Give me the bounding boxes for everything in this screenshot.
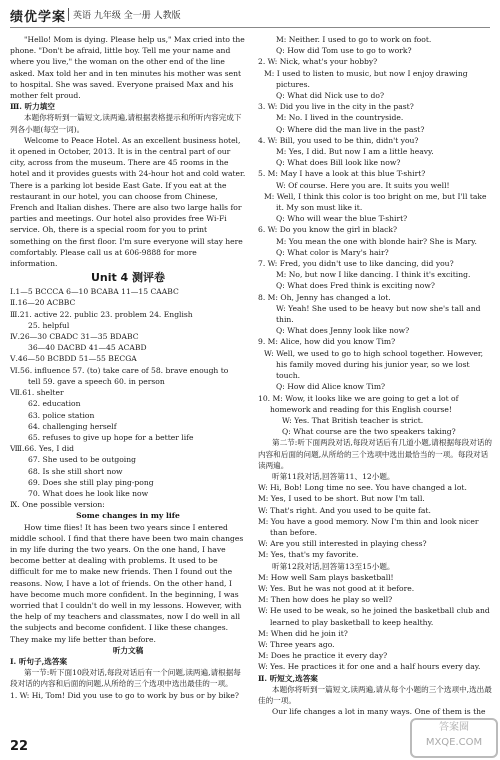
left-paragraph: 67. She used to be outgoing [28, 455, 136, 465]
right-paragraph: 3. W: Did you live in the city in the past? [258, 102, 414, 112]
right-paragraph: Ⅱ. 听短文,选答案 [258, 673, 318, 683]
right-paragraph: W: Three years ago. [258, 639, 335, 649]
header-subtitle: 英语 九年级 全一册 人教版 [68, 8, 181, 21]
left-paragraph: 1. W: Hi, Tom! Did you use to go to work by bus or by bike? [10, 690, 239, 700]
right-paragraph: W: Hi, Bob! Long time no see. You have changed a lot. [258, 483, 467, 493]
right-paragraph: M: Yes, I did. But now I am a little heavy. [276, 147, 434, 157]
right-paragraph: 第二节:听下面两段对话,每段对话后有几道小题,请根据每段对话的内容和后面的问题,从所给的三个选项中选出最恰当的一项。每段对话读两遍。 [258, 438, 493, 470]
right-paragraph: M: Neither. I used to go to work on foot. [276, 35, 432, 44]
right-paragraph: 10. M: Wow, it looks like we are going to get a lot of homework and reading for this English course! [258, 393, 459, 414]
right-paragraph: M: Yes, I used to be short. But now I'm tall. [258, 494, 425, 504]
right-paragraph: W: Yes. He practices it for one and a half hours every day. [258, 662, 481, 672]
right-paragraph: W: Yes. But he was not good at it before. [258, 583, 415, 593]
right-paragraph: M: No. I lived in the countryside. [276, 113, 404, 123]
left-paragraph: Ⅰ.1—5 BCCCA 6—10 BCABA 11—15 CAABC [10, 287, 179, 297]
right-paragraph: M: You mean the one with blonde hair? She is Mary. [276, 236, 477, 246]
right-paragraph: M: When did he join it? [258, 628, 348, 638]
left-paragraph: 69. Does she still play ping-pong [28, 477, 154, 487]
right-paragraph: 2. W: Nick, what's your hobby? [258, 57, 378, 67]
left-paragraph: tell 59. gave a speech 60. in person [28, 376, 165, 386]
right-paragraph: W: Yeah! She used to be heavy but now she's tall and thin. [276, 303, 481, 325]
right-paragraph: M: Well, I think this color is too bright on me, but I'll take it. My son must like it. [264, 191, 487, 213]
left-paragraph: Ⅳ.26—30 CBADC 31—35 BDABC [10, 332, 139, 342]
right-paragraph: Q: What does Fred think is exciting now? [276, 281, 435, 291]
right-paragraph: W: Yes. That British teacher is strict. [282, 415, 424, 425]
right-paragraph: 本题你将听到一篇短文,读两遍,请从每个小题的三个选项中,选出最佳的一项。 [258, 684, 492, 705]
right-paragraph: 4. W: Bill, you used to be thin, didn't you? [258, 135, 419, 145]
right-paragraph: 7. W: Fred, you didn't use to like dancing, did you? [258, 259, 454, 269]
right-paragraph: 6. W: Do you know the girl in black? [258, 225, 398, 235]
right-paragraph: 听第11段对话,回答第11、12小题。 [272, 471, 395, 481]
header-divider [10, 27, 490, 28]
left-paragraph: 第一节:听下面10段对话,每段对话后有一个问题,读两遍,请根据每段对话的内容和后面的问题,从所给的三个选项中选出最佳的一项。 [10, 668, 241, 689]
left-paragraph: Welcome to Peace Hotel. As an excellent business hotel, it opened in October, 2013. It is in the central part of our city, across from the museum. There are 45 rooms in the hotel and it provides guests with 24-hour hot and cold water. There is a parking lot beside East Gate. If you eat at the restaurant in our hotel, you can choose from Chinese, French and Italian dishes. There are also two large halls for parties and meetings. Our hotel also provides free Wi-Fi service. Oh, there is a special room for you to print something on the first floor. I'm sure everyone will stay here comfortably. Please call us at 606-9888 for more information. [10, 135, 246, 269]
left-paragraph: Ⅲ. 听力填空 [10, 102, 55, 112]
right-paragraph: M: No, but now I like dancing. I think it's exciting. [276, 270, 471, 280]
right-paragraph: Q: Who will wear the blue T-shirt? [276, 214, 408, 224]
watermark-logo [410, 718, 498, 758]
left-paragraph: 听力文稿 [112, 645, 144, 655]
right-paragraph: W: That's right. And you used to be quite fat. [258, 505, 431, 515]
left-paragraph: 68. Is she still short now [28, 466, 123, 476]
right-paragraph: M: Yes, that's my favorite. [258, 550, 359, 560]
page-number: 22 [10, 739, 29, 754]
left-paragraph: Some changes in my life [76, 511, 180, 521]
right-paragraph: Our life changes a lot in many ways. One of them is the [272, 707, 486, 717]
right-paragraph: Q: What color is Mary's hair? [276, 247, 389, 257]
right-paragraph: 听第12段对话,回答第13至15小题。 [272, 561, 395, 571]
right-paragraph: W: Well, we used to go to high school together. However, his family moved during his junior year, so we lost touch. [264, 348, 484, 381]
watermark-text: 答案圈 [439, 722, 469, 733]
left-paragraph: "Hello! Mom is dying. Please help us," Max cried into the phone. "Don't be afraid, little boy. Tell me your name and where you live," the woman on the other end of the line asked. Max told her and in ten minutes his mother was sent to hospital. She was saved. Everyone praised Max and his mother felt proud. [10, 35, 245, 101]
right-paragraph: M: Does he practice it every day? [258, 651, 388, 661]
right-paragraph: 9. M: Alice, how did you know Tim? [258, 337, 396, 347]
left-paragraph: 63. police station [28, 410, 95, 420]
left-paragraph: 36—40 DACBD 41—45 ACABD [28, 343, 147, 353]
left-paragraph: Ⅶ.61. shelter [10, 388, 64, 398]
right-paragraph: M: How well Sam plays basketball! [258, 572, 394, 582]
left-paragraph: Ⅷ.66. Yes, I did [10, 444, 75, 454]
right-paragraph: 5. M: May I have a look at this blue T-shirt? [258, 169, 426, 179]
right-paragraph: Q: How did Alice know Tim? [276, 382, 386, 392]
left-paragraph: Ⅰ. 听句子,选答案 [10, 656, 68, 666]
left-paragraph: 25. helpful [28, 320, 70, 330]
left-paragraph: 64. challenging herself [28, 421, 117, 431]
left-paragraph: 65. refuses to give up hope for a better life [28, 432, 194, 442]
right-paragraph: Q: How did Tom use to go to work? [276, 46, 412, 56]
right-paragraph: W: Of course. Here you are. It suits you well! [276, 180, 450, 190]
left-paragraph: 70. What does he look like now [28, 488, 149, 498]
right-paragraph: 8. M: Oh, Jenny has changed a lot. [258, 292, 391, 302]
right-paragraph: M: You have a good memory. Now I'm thin and look nicer than before. [258, 516, 479, 537]
right-paragraph: Q: What did Nick use to do? [276, 91, 385, 101]
left-paragraph: Ⅵ.56. influence 57. (to) take care of 58. brave enough to [10, 365, 229, 375]
left-paragraph: Ⅲ.21. active 22. public 23. problem 24. English [10, 309, 193, 319]
page-header [10, 6, 490, 24]
right-paragraph: Q: What does Bill look like now? [276, 158, 401, 168]
right-paragraph: M: I used to listen to music, but now I enjoy drawing pictures. [264, 68, 468, 89]
right-paragraph: Q: What does Jenny look like now? [276, 326, 410, 336]
watermark-url: MXQE.COM [425, 737, 483, 748]
left-paragraph: Unit 4 测评卷 [90, 271, 166, 285]
brand-title: 绩优学案 [10, 10, 67, 25]
left-column [10, 34, 246, 701]
left-paragraph: 本题你将听到一篇短文,读两遍,请根据表格提示和所听内容完成下列各小题(每空一词)。 [10, 113, 242, 134]
right-paragraph: W: He used to be weak, so he joined the basketball club and learned to play basketball to keep healthy. [258, 606, 490, 627]
left-paragraph: How time flies! It has been two years since I entered middle school. I find that there have been two main changes in my life during the two years. On the one hand, I have become better at dealing with problems. It used to be difficult for me to make new friends. Then I found out the reasons. Now, I have a lot of friends. On the other hand, I have become much more confident. In the beginning, I was worried that I couldn't do well in my lessons. However, with the help of my teachers and classmates, now I do well in all the subjects and become confident. I like these changes. They make my life better than before. [10, 522, 244, 644]
right-paragraph: M: Then how does he play so well? [258, 595, 393, 605]
left-paragraph: Ⅱ.16—20 ACBBC [10, 298, 76, 308]
left-paragraph: Ⅴ.46—50 BCBDD 51—55 BECGA [10, 354, 137, 364]
left-paragraph: 62. education [28, 399, 81, 409]
left-paragraph: Ⅸ. One possible version: [10, 500, 105, 510]
right-paragraph: Q: What course are the two speakers taking? [282, 427, 456, 437]
right-paragraph: Q: Where did the man live in the past? [276, 124, 425, 134]
right-column [258, 34, 492, 717]
right-paragraph: W: Are you still interested in playing chess? [258, 539, 427, 549]
